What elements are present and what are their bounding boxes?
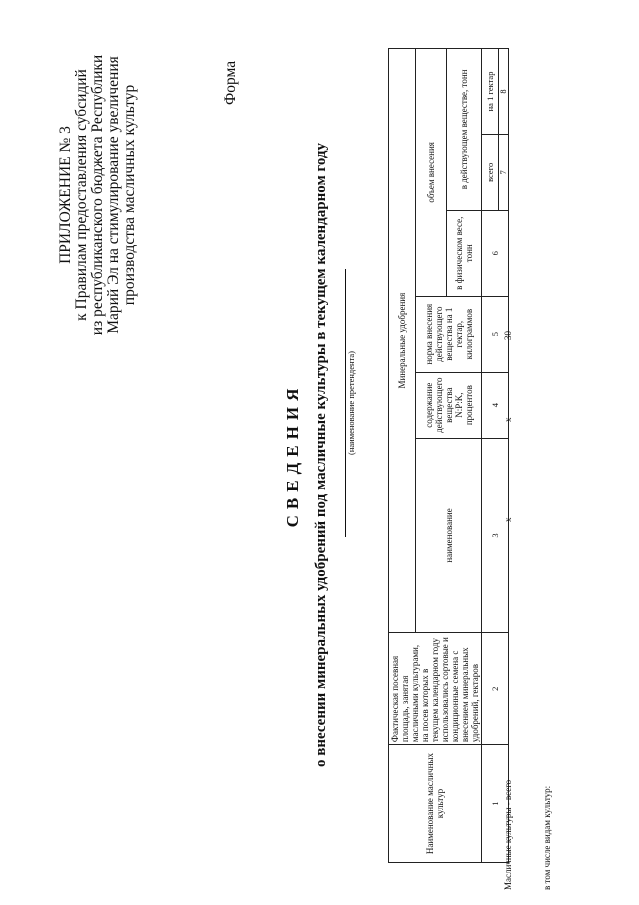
column-number: 5 (482, 296, 509, 372)
document-subtitle: о внесении минеральных удобрений под масличные культуры в текущем календарном году (313, 142, 329, 768)
header-sown-area: Фактическая посевная площадь, занятая масличными культурами, на посев которых в текущем календарном году использовались сортовые и кондиционные семена с внесением минеральных удобрений, гектаров (389, 633, 482, 745)
header-total (482, 134, 509, 210)
row-total-col5: 30 (503, 331, 513, 340)
document-title: СВЕДЕНИЯ (283, 382, 302, 528)
form-label: Форма (222, 60, 239, 105)
column-number: 1 (482, 745, 509, 863)
header-active-substance: в действующем веществе, тонн (447, 49, 482, 211)
applicant-caption: (наименование претендента) (346, 351, 356, 455)
column-number: 6 (482, 210, 509, 296)
row-total-col4: х (503, 417, 513, 422)
appendix-line: из республиканского бюджета Республики (89, 54, 106, 336)
appendix-line: производства масличных культур (121, 84, 138, 306)
column-number: 2 (482, 633, 509, 745)
appendix-line: Марий Эл на стимулирование увеличения (105, 56, 122, 334)
row-total-label: Масличные культуры - всего (503, 779, 513, 890)
appendix-line: к Правилам предоставления субсидий (73, 69, 90, 321)
fertilizer-table (388, 48, 509, 863)
header-physical-weight: в физическом весе, тонн (447, 210, 482, 296)
row-total-col3: х (503, 517, 513, 522)
header-fertilizer-name: наименование (416, 438, 482, 633)
column-number: 4 (482, 372, 509, 438)
header-npk-content: содержание действующего вещества N:P:K, процентов (416, 372, 482, 438)
row-by-type-label: в том числе видам культур: (542, 785, 552, 890)
appendix-header (58, 30, 138, 360)
column-number: 7 (498, 170, 508, 175)
header-per-hectare (482, 49, 509, 135)
header-mineral-fertilizers: Минеральные удобрения (389, 49, 416, 633)
header-total-label: всего (482, 135, 499, 210)
header-crop-name: Наименование масличных культур (389, 745, 482, 863)
header-per-hectare-label: на 1 гектар (482, 49, 499, 134)
header-application-volume: объем внесения (416, 49, 447, 297)
header-application-rate: норма внесения действующего вещества на 1 гектар, килограммов (416, 296, 482, 372)
column-number: 8 (498, 89, 508, 94)
appendix-line: ПРИЛОЖЕНИЕ № 3 (57, 126, 74, 264)
column-number: 3 (482, 438, 509, 633)
